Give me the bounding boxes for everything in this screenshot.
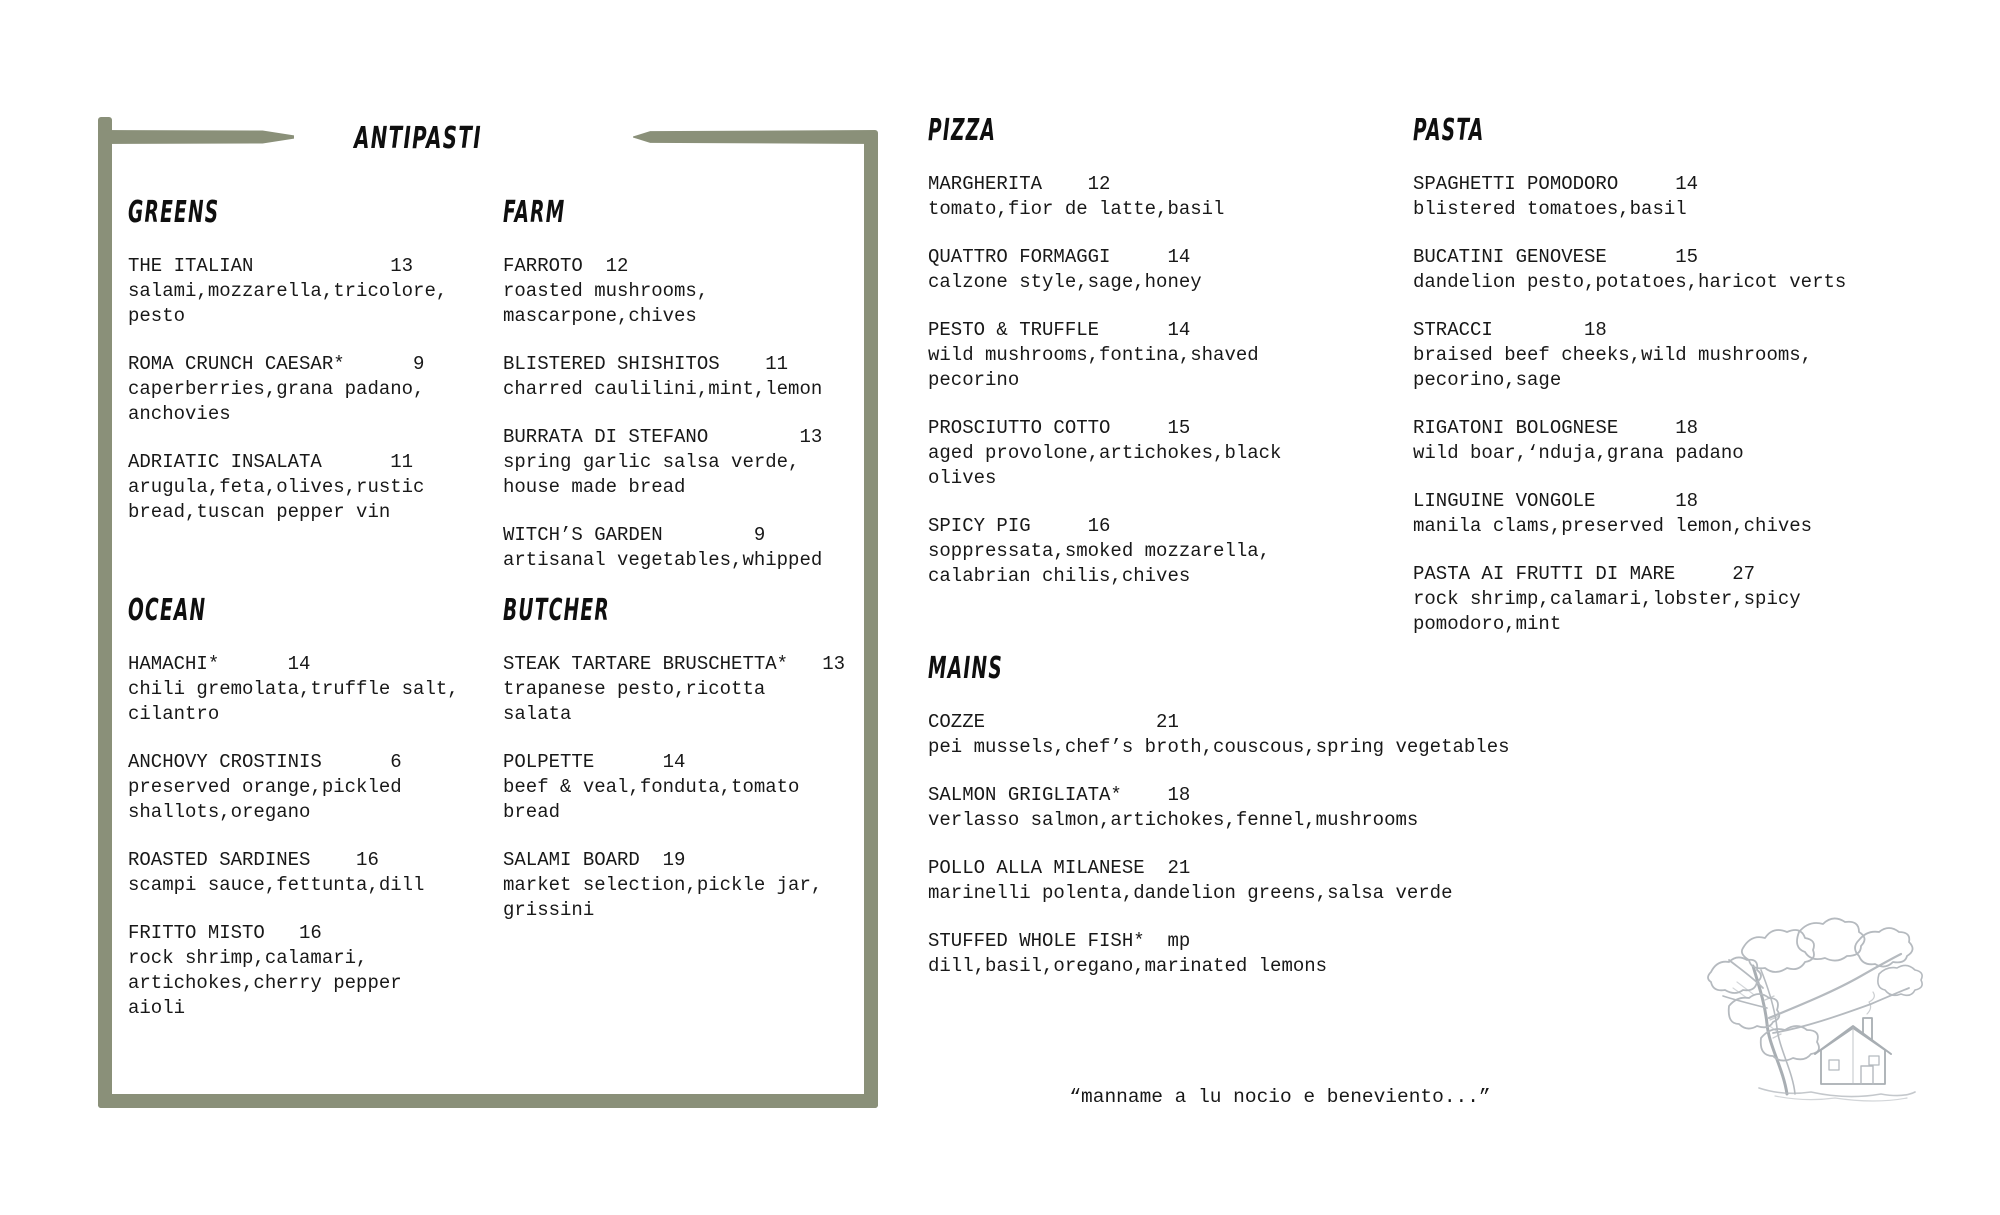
item-description-line: grissini xyxy=(503,899,595,921)
item-description-line: cilantro xyxy=(128,703,220,725)
section-header-butcher: BUTCHER xyxy=(503,593,610,628)
frame-stroke-top-right xyxy=(633,130,878,144)
item-description-line: manila clams,preserved lemon,chives xyxy=(1413,515,1813,537)
menu-item xyxy=(1413,416,1846,466)
item-description-line: bread,tuscan pepper vin xyxy=(128,501,391,523)
item-description-line: rock shrimp,calamari, xyxy=(128,947,368,969)
item-name-and-price: RIGATONI BOLOGNESE 18 xyxy=(1413,417,1699,439)
menu-item xyxy=(1413,172,1846,222)
section-header-greens: GREENS xyxy=(128,195,220,230)
footer-quote: “manname a lu nocio e beneviento...” xyxy=(1069,1086,1491,1108)
menu-item xyxy=(503,425,822,500)
menu-item xyxy=(503,254,822,329)
section-header-mains: MAINS xyxy=(928,651,1003,686)
menu-item xyxy=(503,750,845,825)
menu-item xyxy=(128,254,447,329)
menu-item xyxy=(1413,318,1846,393)
item-description-line: olives xyxy=(928,467,997,489)
item-description-line: dill,basil,oregano,marinated lemons xyxy=(928,955,1328,977)
menu-item xyxy=(503,652,845,727)
item-description-line: calzone style,sage,honey xyxy=(928,271,1202,293)
item-description-line: braised beef cheeks,wild mushrooms, xyxy=(1413,344,1813,366)
item-description-line: pecorino,sage xyxy=(1413,369,1562,391)
item-description-line: roasted mushrooms, xyxy=(503,280,709,302)
item-description-line: aged provolone,artichokes,black xyxy=(928,442,1282,464)
frame-stroke-bottom xyxy=(98,1094,878,1108)
section-items xyxy=(503,652,845,923)
item-name-and-price: POLLO ALLA MILANESE 21 xyxy=(928,857,1191,879)
item-description-line: preserved orange,pickled xyxy=(128,776,402,798)
item-description-line: chili gremolata,truffle salt, xyxy=(128,678,459,700)
section-greens xyxy=(128,196,447,548)
section-header-pizza: PIZZA xyxy=(928,113,997,148)
item-name-and-price: PASTA AI FRUTTI DI MARE 27 xyxy=(1413,563,1756,585)
item-description-line: caperberries,grana padano, xyxy=(128,378,425,400)
item-name-and-price: ROASTED SARDINES 16 xyxy=(128,849,379,871)
menu-item xyxy=(503,523,822,573)
item-description-line: wild mushrooms,fontina,shaved xyxy=(928,344,1259,366)
antipasti-section-title: ANTIPASTI xyxy=(354,121,482,156)
item-name-and-price: ADRIATIC INSALATA 11 xyxy=(128,451,414,473)
item-name-and-price: BLISTERED SHISHITOS 11 xyxy=(503,353,789,375)
item-description-line: artichokes,cherry pepper xyxy=(128,972,402,994)
item-description-line: pei mussels,chef’s broth,couscous,spring vegetables xyxy=(928,736,1510,758)
item-description-line: shallots,oregano xyxy=(128,801,311,823)
item-description-line: beef & veal,fonduta,tomato xyxy=(503,776,800,798)
section-header-ocean: OCEAN xyxy=(128,593,207,628)
item-description-line: anchovies xyxy=(128,403,231,425)
item-name-and-price: FARROTO 12 xyxy=(503,255,629,277)
item-name-and-price: PESTO & TRUFFLE 14 xyxy=(928,319,1191,341)
item-description-line: pomodoro,mint xyxy=(1413,613,1562,635)
item-name-and-price: MARGHERITA 12 xyxy=(928,173,1111,195)
item-name-and-price: SALMON GRIGLIATA* 18 xyxy=(928,784,1191,806)
item-name-and-price: THE ITALIAN 13 xyxy=(128,255,414,277)
item-description-line: trapanese pesto,ricotta xyxy=(503,678,766,700)
item-description-line: wild boar,‘nduja,grana padano xyxy=(1413,442,1744,464)
item-description-line: tomato,fior de latte,basil xyxy=(928,198,1225,220)
item-description-line: house made bread xyxy=(503,476,686,498)
menu-item xyxy=(928,245,1281,295)
menu-item xyxy=(1413,562,1846,637)
menu-item xyxy=(128,652,459,727)
item-name-and-price: SPICY PIG 16 xyxy=(928,515,1111,537)
menu-item xyxy=(928,172,1281,222)
menu-item xyxy=(928,929,1510,979)
frame-stroke-top-left xyxy=(98,130,294,144)
item-description-line: artisanal vegetables,whipped xyxy=(503,549,823,571)
item-description-line: scampi sauce,fettunta,dill xyxy=(128,874,425,896)
section-items xyxy=(128,652,459,1021)
menu-item xyxy=(1413,245,1846,295)
menu-item xyxy=(928,783,1510,833)
section-header-farm: FARM xyxy=(503,195,566,230)
section-butcher xyxy=(503,594,845,946)
menu-item xyxy=(928,856,1510,906)
section-pizza xyxy=(928,114,1281,612)
item-description-line: rock shrimp,calamari,lobster,spicy xyxy=(1413,588,1801,610)
menu-item xyxy=(128,848,459,898)
menu-item xyxy=(128,450,447,525)
section-items xyxy=(503,254,822,573)
item-name-and-price: ROMA CRUNCH CAESAR* 9 xyxy=(128,353,425,375)
item-name-and-price: STRACCI 18 xyxy=(1413,319,1607,341)
item-name-and-price: FRITTO MISTO 16 xyxy=(128,922,322,944)
item-name-and-price: ANCHOVY CROSTINIS 6 xyxy=(128,751,402,773)
item-description-line: mascarpone,chives xyxy=(503,305,697,327)
item-name-and-price: WITCH’S GARDEN 9 xyxy=(503,524,766,546)
item-description-line: pecorino xyxy=(928,369,1020,391)
section-ocean xyxy=(128,594,459,1044)
item-description-line: marinelli polenta,dandelion greens,salsa verde xyxy=(928,882,1453,904)
item-name-and-price: PROSCIUTTO COTTO 15 xyxy=(928,417,1191,439)
item-description-line: soppressata,smoked mozzarella, xyxy=(928,540,1271,562)
item-name-and-price: POLPETTE 14 xyxy=(503,751,686,773)
menu-item xyxy=(928,514,1281,589)
item-name-and-price: LINGUINE VONGOLE 18 xyxy=(1413,490,1699,512)
menu-item xyxy=(503,848,845,923)
item-description-line: salami,mozzarella,tricolore, xyxy=(128,280,448,302)
section-farm xyxy=(503,196,822,596)
menu-item xyxy=(128,750,459,825)
menu-item xyxy=(928,416,1281,491)
menu-item xyxy=(503,352,822,402)
item-name-and-price: QUATTRO FORMAGGI 14 xyxy=(928,246,1191,268)
item-description-line: dandelion pesto,potatoes,haricot verts xyxy=(1413,271,1847,293)
item-description-line: calabrian chilis,chives xyxy=(928,565,1191,587)
menu-item xyxy=(928,710,1510,760)
section-header-pasta: PASTA xyxy=(1413,113,1485,148)
item-description-line: salata xyxy=(503,703,572,725)
section-items xyxy=(1413,172,1846,637)
section-items xyxy=(928,172,1281,589)
item-name-and-price: STEAK TARTARE BRUSCHETTA* 13 xyxy=(503,653,846,675)
item-description-line: bread xyxy=(503,801,561,823)
section-pasta xyxy=(1413,114,1846,660)
item-description-line: verlasso salmon,artichokes,fennel,mushrooms xyxy=(928,809,1419,831)
item-name-and-price: BURRATA DI STEFANO 13 xyxy=(503,426,823,448)
frame-stroke-left xyxy=(98,117,112,1108)
item-name-and-price: SPAGHETTI POMODORO 14 xyxy=(1413,173,1699,195)
menu-item xyxy=(928,318,1281,393)
item-description-line: arugula,feta,olives,rustic xyxy=(128,476,425,498)
menu-item xyxy=(128,352,447,427)
section-mains xyxy=(928,652,1510,1002)
item-name-and-price: STUFFED WHOLE FISH* mp xyxy=(928,930,1191,952)
item-name-and-price: HAMACHI* 14 xyxy=(128,653,311,675)
frame-stroke-right xyxy=(864,131,878,1108)
menu-item xyxy=(128,921,459,1021)
item-description-line: charred caulilini,mint,lemon xyxy=(503,378,823,400)
item-description-line: blistered tomatoes,basil xyxy=(1413,198,1687,220)
section-items xyxy=(928,710,1510,979)
item-description-line: aioli xyxy=(128,997,186,1019)
item-description-line: pesto xyxy=(128,305,186,327)
item-name-and-price: COZZE 21 xyxy=(928,711,1179,733)
menu-item xyxy=(1413,489,1846,539)
section-items xyxy=(128,254,447,525)
item-name-and-price: BUCATINI GENOVESE 15 xyxy=(1413,246,1699,268)
item-description-line: market selection,pickle jar, xyxy=(503,874,823,896)
tree-and-cottage-sketch-illustration xyxy=(1703,888,1925,1106)
item-name-and-price: SALAMI BOARD 19 xyxy=(503,849,686,871)
item-description-line: spring garlic salsa verde, xyxy=(503,451,800,473)
